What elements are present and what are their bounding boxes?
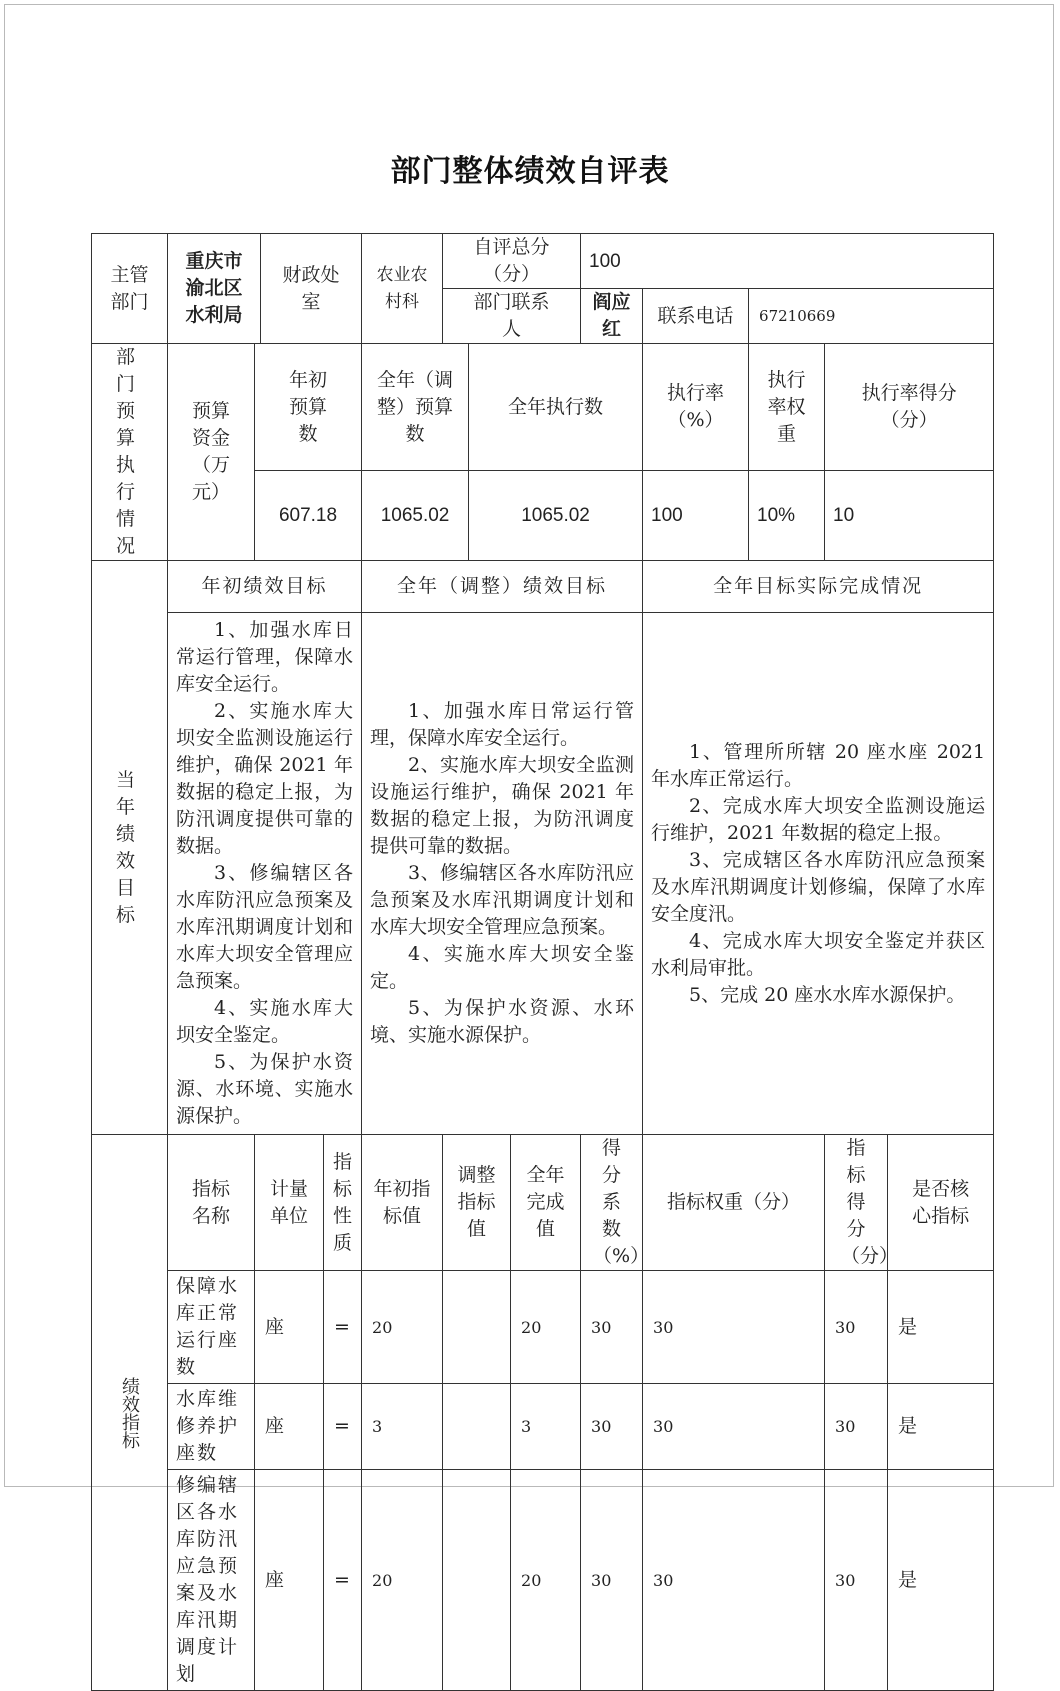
score-label: 自评总分（分）	[443, 234, 581, 289]
indicator-actual: 20	[511, 1470, 581, 1691]
indicator-initial: 3	[362, 1384, 443, 1470]
indicator-score: 30	[825, 1470, 888, 1691]
indicator-nature: =	[324, 1384, 362, 1470]
indicators-section-label	[92, 1135, 168, 1691]
adjusted-goal-item: 5、为保护水资源、水环境、实施水源保护。	[370, 997, 635, 1046]
indicator-score: 30	[825, 1271, 888, 1384]
indicator-header: 得分系数（%）	[581, 1135, 643, 1271]
indicator-coef: 30	[581, 1384, 643, 1470]
indicator-core: 是	[888, 1470, 994, 1691]
dept-name: 重庆市渝北区水利局	[168, 234, 261, 344]
adjusted-goal-item: 3、修编辖区各水库防汛应急预案及水库汛期调度计划和水库大坝安全管理应急预案。	[370, 862, 635, 938]
fund-label: 预算资金（万元）	[168, 344, 255, 561]
initial-goal-item: 5、为保护水资源、水环境、实施水源保护。	[176, 1051, 354, 1127]
value-initial-budget: 607.18	[255, 471, 362, 561]
phone-value: 67210669	[749, 289, 994, 344]
indicator-header: 是否核心指标	[888, 1135, 994, 1271]
indicator-unit: 座	[255, 1271, 324, 1384]
indicator-header: 全年完成值	[511, 1135, 581, 1271]
indicator-header: 指标名称	[168, 1135, 255, 1271]
initial-goals-text	[168, 613, 362, 1135]
indicator-adjusted	[443, 1470, 511, 1691]
indicator-name: 修编辖区各水库防汛应急预案及水库汛期调度计划	[168, 1470, 255, 1691]
col-initial-goals: 年初绩效目标	[168, 561, 362, 613]
value-rate-score: 10	[825, 471, 994, 561]
indicator-header: 指标权重（分）	[643, 1135, 825, 1271]
indicator-core: 是	[888, 1271, 994, 1384]
indicator-name: 保障水库正常运行座数	[168, 1271, 255, 1384]
indicator-score: 30	[825, 1384, 888, 1470]
actual-goal-item: 2、完成水库大坝安全监测设施运行维护，2021 年数据的稳定上报。	[651, 794, 986, 844]
indicator-header: 调整指标值	[443, 1135, 511, 1271]
col-rate-score: 执行率得分（分）	[825, 344, 994, 471]
value-adjusted-budget: 1065.02	[362, 471, 469, 561]
actual-goals-text	[643, 613, 994, 1135]
value-rate: 100	[643, 471, 749, 561]
section: 农业农村科	[362, 234, 443, 344]
indicator-core: 是	[888, 1384, 994, 1470]
actual-goal-item: 3、完成辖区各水库防汛应急预案及水库汛期调度计划修编，保障了水库安全度汛。	[651, 848, 986, 925]
actual-goal-item: 5、完成 20 座水水库水源保护。	[689, 983, 966, 1006]
page-title: 部门整体绩效自评表	[390, 154, 670, 189]
table-row	[92, 1271, 994, 1384]
phone-label: 联系电话	[643, 289, 749, 344]
adjusted-goal-item: 2、实施水库大坝安全监测设施运行维护，确保 2021 年数据的稳定上报，为防汛调度提供可靠的数据。	[370, 754, 635, 857]
contact-name: 阎应红	[581, 289, 643, 344]
table-row	[92, 1470, 994, 1691]
col-adjusted-budget: 全年（调整）预算数	[362, 344, 469, 471]
indicator-header: 计量单位	[255, 1135, 324, 1271]
indicator-actual: 3	[511, 1384, 581, 1470]
indicator-initial: 20	[362, 1271, 443, 1384]
actual-goal-item: 1、管理所所辖 20 座水座 2021 年水库正常运行。	[651, 740, 986, 790]
indicator-adjusted	[443, 1384, 511, 1470]
indicator-weight: 30	[643, 1470, 825, 1691]
table-row	[92, 1384, 994, 1470]
col-rate: 执行率（%）	[643, 344, 749, 471]
indicator-header: 指标性质	[324, 1135, 362, 1271]
initial-goal-item: 4、实施水库大坝安全鉴定。	[176, 997, 354, 1046]
indicator-adjusted	[443, 1271, 511, 1384]
col-initial-budget: 年初预算数	[255, 344, 362, 471]
goals-section-label: 当年绩效目标	[92, 561, 168, 1135]
initial-goal-item: 2、实施水库大坝安全监测设施运行维护，确保 2021 年数据的稳定上报，为防汛调度提供可靠的数据。	[176, 700, 354, 857]
indicator-coef: 30	[581, 1271, 643, 1384]
indicator-weight: 30	[643, 1271, 825, 1384]
indicator-header: 指标得分（分）	[825, 1135, 888, 1271]
indicators-section-text: 绩效指标	[119, 1376, 140, 1449]
col-adjusted-goals: 全年（调整）绩效目标	[362, 561, 643, 613]
value-weight: 10%	[749, 471, 825, 561]
budget-section-label: 部门预算执行情况	[92, 344, 168, 561]
score-value: 100	[581, 234, 994, 289]
adjusted-goal-item: 1、加强水库日常运行管理，保障水库安全运行。	[370, 700, 635, 749]
contact-label: 部门联系人	[443, 289, 581, 344]
col-weight: 执行率权重	[749, 344, 825, 471]
actual-goal-item: 4、完成水库大坝安全鉴定并获区水利局审批。	[651, 929, 986, 979]
adjusted-goal-item: 4、实施水库大坝安全鉴定。	[370, 943, 635, 992]
indicator-weight: 30	[643, 1384, 825, 1470]
dept-label: 主管部门	[92, 234, 168, 344]
indicator-nature: =	[324, 1271, 362, 1384]
indicator-actual: 20	[511, 1271, 581, 1384]
indicator-name: 水库维修养护座数	[168, 1384, 255, 1470]
adjusted-goals-text	[362, 613, 643, 1135]
col-executed: 全年执行数	[469, 344, 643, 471]
indicator-unit: 座	[255, 1470, 324, 1691]
division: 财政处室	[261, 234, 362, 344]
value-executed: 1065.02	[469, 471, 643, 561]
initial-goal-item: 3、修编辖区各水库防汛应急预案及水库汛期调度计划和水库大坝安全管理应急预案。	[176, 862, 354, 992]
indicator-header: 年初指标值	[362, 1135, 443, 1271]
indicator-unit: 座	[255, 1384, 324, 1470]
col-actual-goals: 全年目标实际完成情况	[643, 561, 994, 613]
performance-table	[91, 233, 994, 1691]
indicator-nature: =	[324, 1470, 362, 1691]
indicator-initial: 20	[362, 1470, 443, 1691]
initial-goal-item: 1、加强水库日常运行管理，保障水库安全运行。	[176, 619, 354, 695]
indicator-coef: 30	[581, 1470, 643, 1691]
